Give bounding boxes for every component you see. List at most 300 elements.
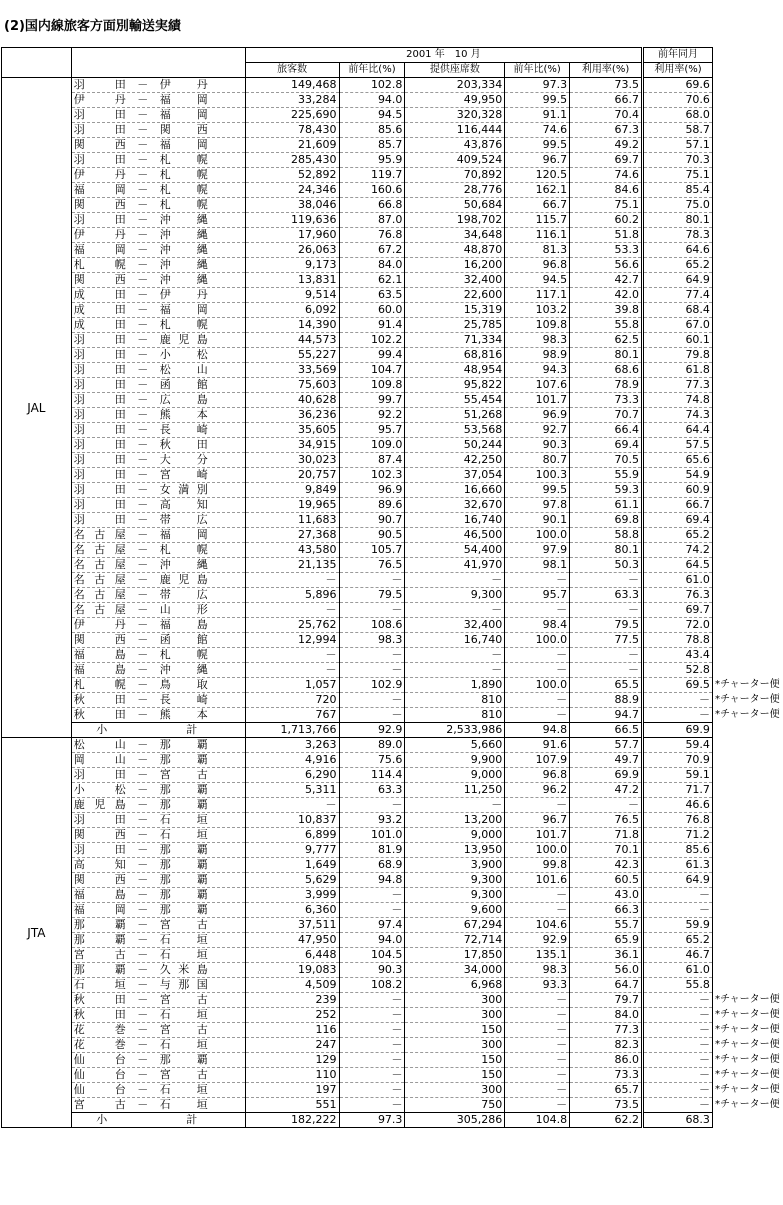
destination: 沖縄 (159, 558, 208, 571)
load-factor-value: 39.8 (570, 303, 643, 318)
origin: 羽田 (73, 123, 126, 136)
destination: 沖縄 (159, 228, 208, 241)
seats-value: － (405, 603, 505, 618)
seats-value: 71,334 (405, 333, 505, 348)
seats-value: 9,600 (405, 903, 505, 918)
origin: 福島 (73, 663, 126, 676)
passengers-yoy-value: 91.4 (339, 318, 405, 333)
passengers-yoy-value: 160.6 (339, 183, 405, 198)
load-factor-value: 55.9 (570, 468, 643, 483)
route-dash: － (137, 228, 149, 241)
prev-load-factor-value: 64.9 (643, 273, 713, 288)
seats-value: 116,444 (405, 123, 505, 138)
passengers-yoy-value: － (339, 993, 405, 1008)
seats-yoy-value: 99.5 (505, 483, 570, 498)
charter-note (712, 123, 782, 138)
prev-load-factor-value: 65.6 (643, 453, 713, 468)
charter-note (712, 843, 782, 858)
seats-yoy-value: 101.7 (505, 828, 570, 843)
passengers-value: 10,837 (245, 813, 339, 828)
load-factor-value: 65.9 (570, 933, 643, 948)
seats-value: 95,822 (405, 378, 505, 393)
destination: 大分 (159, 453, 208, 466)
seats-yoy-value: 98.9 (505, 348, 570, 363)
route-cell (71, 138, 245, 153)
destination: 札幌 (159, 168, 208, 181)
route-cell (71, 948, 245, 963)
destination: 福岡 (159, 528, 208, 541)
prev-load-factor-value: 71.2 (643, 828, 713, 843)
charter-note (712, 948, 782, 963)
prev-load-factor-value: 80.1 (643, 213, 713, 228)
load-factor-value: 66.4 (570, 423, 643, 438)
prev-load-factor-value: 61.8 (643, 363, 713, 378)
prev-load-factor-value: 46.6 (643, 798, 713, 813)
prev-load-factor-value: 78.3 (643, 228, 713, 243)
destination: 那覇 (159, 798, 208, 811)
table-row (2, 423, 783, 438)
route-dash: － (137, 753, 149, 766)
route-cell (71, 1023, 245, 1038)
load-factor-value: 60.2 (570, 213, 643, 228)
route-dash: － (137, 513, 149, 526)
seats-value: 198,702 (405, 213, 505, 228)
charter-note: *チャーター便 (714, 994, 780, 1005)
subtotal-seats-yoy: 104.8 (505, 1113, 570, 1128)
destination: 石垣 (159, 813, 208, 826)
seats-yoy-value: － (505, 708, 570, 723)
prev-load-factor-value: － (643, 1023, 713, 1038)
route-dash: － (137, 108, 149, 121)
seats-value: 9,000 (405, 828, 505, 843)
passengers-yoy-value: 105.7 (339, 543, 405, 558)
route-cell (71, 108, 245, 123)
route-cell (71, 483, 245, 498)
destination: 那覇 (159, 858, 208, 871)
seats-value: 25,785 (405, 318, 505, 333)
note-space (712, 1113, 782, 1128)
route-cell (71, 198, 245, 213)
destination: 秋田 (159, 438, 208, 451)
origin: 羽田 (73, 768, 126, 781)
charter-note (712, 663, 782, 678)
table-row (2, 528, 783, 543)
route-cell (71, 738, 245, 753)
charter-note (712, 918, 782, 933)
origin: 宮古 (73, 948, 126, 961)
destination: 長崎 (159, 693, 208, 706)
table-row (2, 843, 783, 858)
charter-note (712, 483, 782, 498)
table-row (2, 438, 783, 453)
seats-value: 49,950 (405, 93, 505, 108)
origin: 羽田 (73, 213, 126, 226)
seats-value: 70,892 (405, 168, 505, 183)
load-factor-value: 56.6 (570, 258, 643, 273)
table-row (2, 1068, 783, 1083)
passengers-yoy-value: 60.0 (339, 303, 405, 318)
route-dash: － (137, 948, 149, 961)
prev-load-factor-value: 43.4 (643, 648, 713, 663)
seats-value: 15,319 (405, 303, 505, 318)
route-dash: － (137, 1023, 149, 1036)
origin: 石垣 (73, 978, 126, 991)
prev-load-factor-value: － (643, 903, 713, 918)
load-factor-value: 84.0 (570, 1008, 643, 1023)
passengers-yoy-value: 109.0 (339, 438, 405, 453)
prev-load-factor-value: 61.0 (643, 963, 713, 978)
prev-load-factor-value: 70.9 (643, 753, 713, 768)
destination: 宮古 (159, 1023, 208, 1036)
route-dash: － (137, 1053, 149, 1066)
passengers-yoy-value: － (339, 888, 405, 903)
route-dash: － (137, 333, 149, 346)
route-cell (71, 78, 245, 93)
seats-value: 13,950 (405, 843, 505, 858)
prev-load-factor-value: 59.9 (643, 918, 713, 933)
table-row (2, 513, 783, 528)
seats-value: 9,300 (405, 588, 505, 603)
table-row (2, 93, 783, 108)
prev-load-factor-value: 79.8 (643, 348, 713, 363)
prev-load-factor-value: 60.9 (643, 483, 713, 498)
route-dash: － (137, 318, 149, 331)
origin: 伊丹 (73, 93, 126, 106)
passengers-yoy-value: 87.0 (339, 213, 405, 228)
origin: 羽田 (73, 423, 126, 436)
origin: 札幌 (73, 258, 126, 271)
seats-yoy-value: － (505, 1083, 570, 1098)
charter-note (712, 168, 782, 183)
passengers-value: 36,236 (245, 408, 339, 423)
prev-load-factor-value: 54.9 (643, 468, 713, 483)
table-row (2, 228, 783, 243)
seats-yoy-value: 92.9 (505, 933, 570, 948)
charter-note (712, 858, 782, 873)
seats-yoy-value: － (505, 603, 570, 618)
passengers-value: 129 (245, 1053, 339, 1068)
destination: 函館 (159, 633, 208, 646)
destination: 那覇 (159, 903, 208, 916)
charter-note (712, 783, 782, 798)
seats-yoy-value: － (505, 1098, 570, 1113)
destination: 小松 (159, 348, 208, 361)
passengers-value: 720 (245, 693, 339, 708)
destination: 伊丹 (159, 288, 208, 301)
table-row (2, 138, 783, 153)
load-factor-value: 77.3 (570, 1023, 643, 1038)
seats-yoy-value: － (505, 798, 570, 813)
seats-yoy-value: － (505, 1053, 570, 1068)
table-row (2, 78, 783, 93)
passengers-value: 225,690 (245, 108, 339, 123)
origin: 成田 (73, 303, 126, 316)
table-row (2, 213, 783, 228)
passengers-yoy-value: 98.3 (339, 633, 405, 648)
passengers-yoy-value: － (339, 1068, 405, 1083)
destination: 石垣 (159, 948, 208, 961)
passengers-value: 40,628 (245, 393, 339, 408)
prev-load-factor-value: 64.6 (643, 243, 713, 258)
destination: 松山 (159, 363, 208, 376)
passengers-yoy-value: 81.9 (339, 843, 405, 858)
route-cell (71, 693, 245, 708)
passengers-value: － (245, 798, 339, 813)
table-row (2, 453, 783, 468)
passengers-value: 25,762 (245, 618, 339, 633)
origin: 羽田 (73, 453, 126, 466)
seats-yoy-value: 99.8 (505, 858, 570, 873)
seats-value: 16,660 (405, 483, 505, 498)
load-factor-value: 65.7 (570, 1083, 643, 1098)
seats-value: 150 (405, 1023, 505, 1038)
charter-note (712, 78, 782, 93)
seats-yoy-value: － (505, 903, 570, 918)
route-dash: － (137, 843, 149, 856)
seats-value: 750 (405, 1098, 505, 1113)
passengers-yoy-value: 102.9 (339, 678, 405, 693)
charter-note (712, 258, 782, 273)
destination: 石垣 (159, 828, 208, 841)
passengers-value: 14,390 (245, 318, 339, 333)
header-seats-yoy: 前年比(%) (505, 63, 570, 78)
origin: 羽田 (73, 333, 126, 346)
passengers-yoy-value: 95.9 (339, 153, 405, 168)
passengers-value: 252 (245, 1008, 339, 1023)
table-row (2, 813, 783, 828)
charter-note (712, 438, 782, 453)
load-factor-value: 69.8 (570, 513, 643, 528)
table-row (2, 618, 783, 633)
route-dash: － (137, 153, 149, 166)
route-cell (71, 798, 245, 813)
table-row (2, 918, 783, 933)
destination: 福島 (159, 618, 208, 631)
table-row (2, 468, 783, 483)
prev-load-factor-value: 57.1 (643, 138, 713, 153)
charter-note (712, 363, 782, 378)
charter-note: *チャーター便 (714, 679, 780, 690)
passengers-value: 19,083 (245, 963, 339, 978)
seats-yoy-value: 101.6 (505, 873, 570, 888)
passengers-value: 1,649 (245, 858, 339, 873)
table-row (2, 828, 783, 843)
route-cell (71, 423, 245, 438)
seats-yoy-value: 98.1 (505, 558, 570, 573)
destination: 札幌 (159, 153, 208, 166)
destination: 那覇 (159, 753, 208, 766)
route-cell (71, 858, 245, 873)
route-dash: － (137, 663, 149, 676)
route-cell (71, 243, 245, 258)
passengers-value: 6,448 (245, 948, 339, 963)
subtotal-row (2, 723, 783, 738)
passengers-yoy-value: － (339, 903, 405, 918)
passengers-yoy-value: 92.2 (339, 408, 405, 423)
load-factor-value: 70.1 (570, 843, 643, 858)
load-factor-value: 70.4 (570, 108, 643, 123)
passengers-yoy-value: 90.3 (339, 963, 405, 978)
seats-value: 50,244 (405, 438, 505, 453)
charter-note (712, 543, 782, 558)
seats-yoy-value: 94.5 (505, 273, 570, 288)
route-dash: － (137, 993, 149, 1006)
origin: 秋田 (73, 708, 126, 721)
prev-load-factor-value: 46.7 (643, 948, 713, 963)
origin: 鹿児島 (73, 798, 126, 811)
destination: 福岡 (159, 138, 208, 151)
seats-yoy-value: 107.9 (505, 753, 570, 768)
destination: 熊本 (159, 408, 208, 421)
seats-yoy-value: 81.3 (505, 243, 570, 258)
seats-yoy-value: 74.6 (505, 123, 570, 138)
passengers-yoy-value: 94.8 (339, 873, 405, 888)
seats-yoy-value: － (505, 1038, 570, 1053)
charter-note (712, 813, 782, 828)
seats-value: 5,660 (405, 738, 505, 753)
passengers-yoy-value: 63.5 (339, 288, 405, 303)
destination: 関西 (159, 123, 208, 136)
passengers-value: 119,636 (245, 213, 339, 228)
route-dash: － (137, 933, 149, 946)
load-factor-value: 64.7 (570, 978, 643, 993)
passengers-value: 4,916 (245, 753, 339, 768)
table-row (2, 768, 783, 783)
destination: 福岡 (159, 93, 208, 106)
load-factor-value: 70.5 (570, 453, 643, 468)
seats-value: 16,740 (405, 633, 505, 648)
passengers-yoy-value: 63.3 (339, 783, 405, 798)
seats-yoy-value: 101.7 (505, 393, 570, 408)
passengers-value: 1,057 (245, 678, 339, 693)
header-period: 2001 年 10 月 (245, 48, 642, 63)
table-row (2, 1098, 783, 1113)
charter-note (712, 933, 782, 948)
origin: 秋田 (73, 993, 126, 1006)
header-blank-airline-2 (2, 63, 72, 78)
route-dash: － (137, 483, 149, 496)
prev-load-factor-value: 59.1 (643, 768, 713, 783)
seats-yoy-value: － (505, 888, 570, 903)
route-dash: － (137, 408, 149, 421)
subtotal-passengers-yoy: 97.3 (339, 1113, 405, 1128)
route-dash: － (137, 1038, 149, 1051)
header-seats: 提供座席数 (405, 63, 505, 78)
load-factor-value: 74.6 (570, 168, 643, 183)
table-row (2, 603, 783, 618)
load-factor-value: 58.8 (570, 528, 643, 543)
load-factor-value: 47.2 (570, 783, 643, 798)
seats-value: 51,268 (405, 408, 505, 423)
destination: 宮古 (159, 1068, 208, 1081)
header-passengers-yoy: 前年比(%) (339, 63, 405, 78)
passengers-value: 551 (245, 1098, 339, 1113)
prev-load-factor-value: 74.2 (643, 543, 713, 558)
seats-yoy-value: 100.3 (505, 468, 570, 483)
route-dash: － (137, 543, 149, 556)
passengers-yoy-value: － (339, 1083, 405, 1098)
table-row (2, 483, 783, 498)
charter-note (712, 393, 782, 408)
load-factor-value: 75.1 (570, 198, 643, 213)
seats-value: 300 (405, 1083, 505, 1098)
charter-note (712, 978, 782, 993)
route-cell (71, 963, 245, 978)
subtotal-prev-load-factor: 69.9 (643, 723, 713, 738)
route-dash: － (137, 618, 149, 631)
seats-yoy-value: 94.3 (505, 363, 570, 378)
load-factor-value: 70.7 (570, 408, 643, 423)
origin: 羽田 (73, 513, 126, 526)
route-dash: － (137, 273, 149, 286)
charter-note (712, 498, 782, 513)
prev-load-factor-value: 69.7 (643, 603, 713, 618)
prev-load-factor-value: － (643, 708, 713, 723)
route-dash: － (137, 453, 149, 466)
seats-value: － (405, 648, 505, 663)
route-dash: － (137, 903, 149, 916)
route-dash: － (137, 858, 149, 871)
origin: 松山 (73, 738, 126, 751)
charter-note (712, 138, 782, 153)
route-dash: － (137, 198, 149, 211)
load-factor-value: － (570, 798, 643, 813)
table-row (2, 888, 783, 903)
load-factor-value: 43.0 (570, 888, 643, 903)
route-dash: － (137, 183, 149, 196)
route-cell (71, 543, 245, 558)
route-dash: － (137, 363, 149, 376)
passengers-yoy-value: － (339, 1098, 405, 1113)
route-cell (71, 303, 245, 318)
charter-note (712, 408, 782, 423)
subtotal-label: 小 計 (96, 723, 232, 736)
seats-yoy-value: 109.8 (505, 318, 570, 333)
passengers-yoy-value: 104.7 (339, 363, 405, 378)
route-dash: － (137, 123, 149, 136)
passengers-value: 116 (245, 1023, 339, 1038)
route-cell (71, 348, 245, 363)
passengers-yoy-value: 66.8 (339, 198, 405, 213)
destination: 久米島 (159, 963, 208, 976)
subtotal-passengers-yoy: 92.9 (339, 723, 405, 738)
seats-value: 54,400 (405, 543, 505, 558)
route-cell (71, 888, 245, 903)
seats-value: 68,816 (405, 348, 505, 363)
table-row (2, 783, 783, 798)
subtotal-label-cell (71, 1113, 245, 1128)
origin: 名古屋 (73, 528, 126, 541)
seats-value: 48,870 (405, 243, 505, 258)
route-dash: － (137, 873, 149, 886)
destination: 熊本 (159, 708, 208, 721)
load-factor-value: 66.3 (570, 903, 643, 918)
seats-yoy-value: 104.6 (505, 918, 570, 933)
table-row (2, 123, 783, 138)
header-load-factor: 利用率(%) (570, 63, 643, 78)
load-factor-value: 76.5 (570, 813, 643, 828)
route-cell (71, 978, 245, 993)
origin: 札幌 (73, 678, 126, 691)
table-row (2, 573, 783, 588)
route-cell (71, 933, 245, 948)
table-row (2, 333, 783, 348)
load-factor-value: 84.6 (570, 183, 643, 198)
passengers-value: 34,915 (245, 438, 339, 453)
charter-note: *チャーター便 (714, 1039, 780, 1050)
passengers-yoy-value: 89.6 (339, 498, 405, 513)
destination: 札幌 (159, 648, 208, 661)
